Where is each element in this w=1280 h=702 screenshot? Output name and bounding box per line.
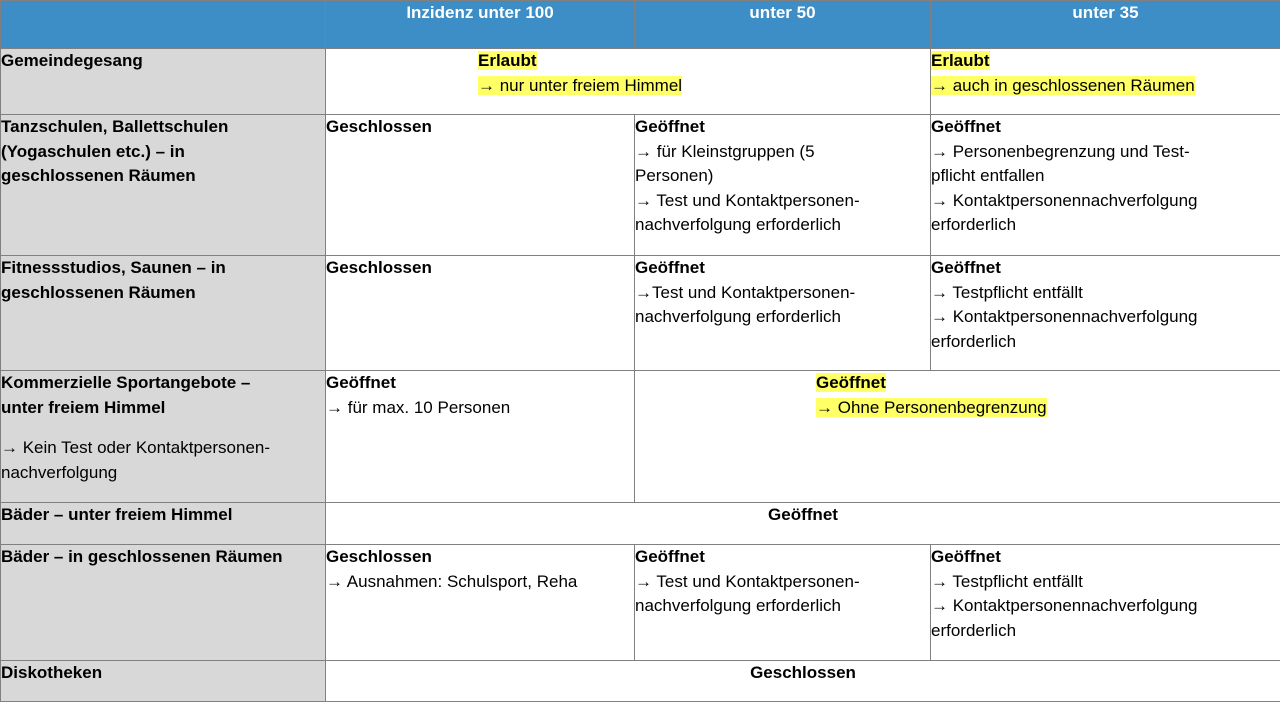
row-label-line: Kommerzielle Sportangebote – [1, 373, 251, 392]
cell-title: Geöffnet [635, 117, 705, 136]
cell-title: Erlaubt [931, 51, 990, 70]
cell-line: → für Kleinstgruppen (5 [635, 141, 815, 161]
row-label-note: → Kein Test oder Kontaktpersonen- [1, 438, 271, 457]
header-incidence-50: unter 50 [635, 1, 931, 49]
cell-title: Geöffnet [816, 373, 886, 392]
cell-title: Geöffnet [326, 373, 396, 392]
cell-line: → Personenbegrenzung und Test- [931, 141, 1190, 161]
cell-line: nachverfolgung erforderlich [635, 596, 842, 615]
header-incidence-35: unter 35 [931, 1, 1280, 49]
table-row-diskotheken [1, 661, 1280, 702]
header-row [1, 1, 1280, 49]
cell-all-incidences: Geöffnet [326, 503, 1280, 545]
header-incidence-100: Inzidenz unter 100 [326, 1, 635, 49]
cell-under-100-50 [326, 49, 931, 115]
cell-line: → Testpflicht entfällt [931, 571, 1083, 591]
cell-under-50 [635, 256, 931, 371]
row-label [1, 115, 326, 256]
cell-line: pflicht entfallen [931, 166, 1045, 185]
cell-line: nachverfolgung erforderlich [635, 307, 842, 326]
table-row-fitnessstudios [1, 256, 1280, 371]
cell-title: Geschlossen [326, 547, 432, 566]
cell-title: Geöffnet [635, 258, 705, 277]
cell-all-incidences: Geschlossen [326, 661, 1280, 702]
cell-under-100: Geschlossen [326, 115, 635, 256]
row-label-note: nachverfolgung [1, 462, 118, 482]
row-label-line: Fitnessstudios, Saunen – in [1, 258, 226, 277]
row-label: Gemeindegesang [1, 49, 326, 115]
cell-line: nachverfolgung erforderlich [635, 215, 842, 234]
cell-under-35 [931, 49, 1280, 115]
header-empty-cell [1, 1, 326, 49]
table-row-sportangebote [1, 371, 1280, 503]
cell-under-100: Geschlossen [326, 256, 635, 371]
table-row-gemeindegesang [1, 49, 1280, 115]
row-label-line: geschlossenen Räumen [1, 166, 196, 185]
cell-under-50-35 [635, 371, 1280, 503]
row-label [1, 371, 326, 503]
cell-under-35 [931, 256, 1280, 371]
cell-line: → Kontaktpersonennachverfolgung [931, 190, 1198, 210]
cell-line: → Ausnahmen: Schulsport, Reha [326, 571, 578, 591]
cell-line: → nur unter freiem Himmel [478, 75, 683, 95]
table-row-baeder-indoor [1, 545, 1280, 661]
row-label-line: unter freiem Himmel [1, 397, 166, 417]
cell-line: → Ohne Personenbegrenzung [816, 397, 1047, 417]
cell-line: → Kontaktpersonennachverfolgung [931, 307, 1198, 326]
cell-line: →Test und Kontaktpersonen- [635, 282, 856, 302]
cell-line: erforderlich [931, 215, 1017, 234]
cell-line: → Testpflicht entfällt [931, 282, 1083, 302]
cell-line: → auch in geschlossenen Räumen [931, 75, 1195, 95]
row-label-line: (Yogaschulen etc.) – in [1, 141, 185, 161]
cell-line: → Kontaktpersonennachverfolgung [931, 596, 1198, 615]
cell-title: Geöffnet [635, 547, 705, 566]
row-label-line: geschlossenen Räumen [1, 282, 196, 302]
cell-line: → für max. 10 Personen [326, 397, 511, 417]
cell-title: Geöffnet [931, 547, 1001, 566]
cell-under-100 [326, 371, 635, 503]
table-row-tanzschulen [1, 115, 1280, 256]
cell-line: Personen) [635, 166, 714, 185]
row-label [1, 256, 326, 371]
cell-title: Erlaubt [478, 51, 537, 70]
row-label: Bäder – unter freiem Himmel [1, 503, 326, 545]
cell-title: Geöffnet [931, 117, 1001, 136]
cell-line: erforderlich [931, 331, 1017, 351]
cell-under-50 [635, 545, 931, 661]
cell-under-100 [326, 545, 635, 661]
cell-under-35 [931, 115, 1280, 256]
row-label: Bäder – in geschlossenen Räumen [1, 545, 326, 661]
cell-line: erforderlich [931, 620, 1017, 640]
row-label-line: Tanzschulen, Ballettschulen [1, 117, 229, 136]
row-label: Diskotheken [1, 661, 326, 702]
table-row-baeder-outdoor [1, 503, 1280, 545]
cell-line: → Test und Kontaktpersonen- [635, 190, 860, 210]
cell-line: → Test und Kontaktpersonen- [635, 571, 860, 591]
cell-under-35 [931, 545, 1280, 661]
cell-under-50 [635, 115, 931, 256]
cell-title: Geöffnet [931, 258, 1001, 277]
